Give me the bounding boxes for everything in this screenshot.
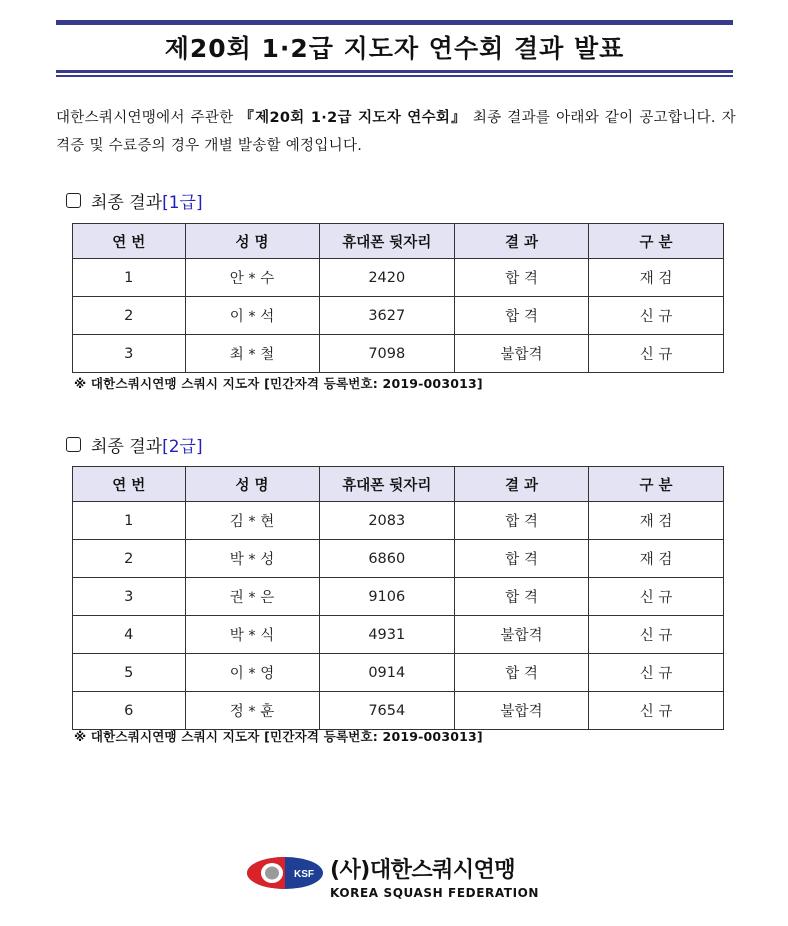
cell: 안 * 수: [185, 259, 319, 297]
cell: 이 * 석: [185, 297, 319, 335]
section1-note: ※ 대한스쿼시연맹 스쿼시 지도자 [민간자격 등록번호: 2019-003013]: [74, 376, 483, 391]
section1-grade: [1급]: [162, 193, 203, 213]
cell: 이 * 영: [185, 654, 319, 692]
cell: 2: [73, 297, 186, 335]
cell: 2: [73, 540, 186, 578]
cell: 7654: [319, 692, 455, 730]
cell: 박 * 성: [185, 540, 319, 578]
cell: 0914: [319, 654, 455, 692]
table-row: [73, 335, 724, 373]
cell: 3: [73, 578, 186, 616]
cell: 불합격: [455, 335, 589, 373]
table-row: [73, 540, 724, 578]
ksf-emblem-icon: [246, 856, 324, 890]
emblem-text: KSF: [294, 869, 314, 880]
cell: 2083: [319, 502, 455, 540]
col-header: 휴대폰 뒷자리: [319, 224, 455, 259]
cell: 합 격: [455, 540, 589, 578]
cell: 불합격: [455, 616, 589, 654]
logo-english-name: KOREA SQUASH FEDERATION: [330, 886, 540, 900]
cell: 신 규: [589, 616, 724, 654]
col-header: 구 분: [589, 224, 724, 259]
cell: 최 * 철: [185, 335, 319, 373]
col-header: 결 과: [455, 467, 589, 502]
cell: 6: [73, 692, 186, 730]
cell: 재 검: [589, 502, 724, 540]
table-row: [73, 692, 724, 730]
col-header: 연 번: [73, 224, 186, 259]
intro-paragraph: [56, 104, 736, 160]
square-bullet-icon: [66, 193, 81, 208]
col-header: 연 번: [73, 467, 186, 502]
cell: 7098: [319, 335, 455, 373]
col-header: 결 과: [455, 224, 589, 259]
title-bottom-rule-2: [56, 75, 733, 77]
cell: 합 격: [455, 259, 589, 297]
title-block: [56, 20, 733, 77]
cell: 1: [73, 259, 186, 297]
cell: 4: [73, 616, 186, 654]
table-row: [73, 259, 724, 297]
col-header: 성 명: [185, 224, 319, 259]
cell: 신 규: [589, 335, 724, 373]
cell: 합 격: [455, 578, 589, 616]
square-bullet-icon: [66, 437, 81, 452]
logo-korean-name: (사)대한스쿼시연맹: [330, 858, 516, 883]
cell: 권 * 은: [185, 578, 319, 616]
section1-table: [72, 223, 724, 373]
table-row: [73, 616, 724, 654]
cell: 김 * 현: [185, 502, 319, 540]
cell: 3: [73, 335, 186, 373]
cell: 신 규: [589, 692, 724, 730]
cell: 박 * 식: [185, 616, 319, 654]
ksf-logo: [246, 850, 546, 908]
col-header: 성 명: [185, 467, 319, 502]
section1-label: 최종 결과: [91, 193, 163, 213]
section2-table: [72, 466, 724, 730]
cell: 신 규: [589, 654, 724, 692]
col-header: 휴대폰 뒷자리: [319, 467, 455, 502]
cell: 불합격: [455, 692, 589, 730]
intro-before: 대한스쿼시연맹에서 주관한: [56, 110, 240, 126]
table-row: [73, 578, 724, 616]
section1-heading: [66, 188, 203, 213]
section2-note: ※ 대한스쿼시연맹 스쿼시 지도자 [민간자격 등록번호: 2019-003013]: [74, 729, 483, 744]
table-row: [73, 502, 724, 540]
cell: 신 규: [589, 578, 724, 616]
cell: 2420: [319, 259, 455, 297]
cell: 3627: [319, 297, 455, 335]
title-bottom-rule: [56, 70, 733, 73]
cell: 정 * 훈: [185, 692, 319, 730]
cell: 합 격: [455, 654, 589, 692]
cell: 1: [73, 502, 186, 540]
cell: 재 검: [589, 540, 724, 578]
table-row: [73, 654, 724, 692]
section2-heading: [66, 432, 203, 457]
cell: 신 규: [589, 297, 724, 335]
col-header: 구 분: [589, 467, 724, 502]
cell: 합 격: [455, 297, 589, 335]
table-header-row: [73, 224, 724, 259]
section2-grade: [2급]: [162, 437, 203, 457]
cell: 4931: [319, 616, 455, 654]
page-title: 제20회 1·2급 지도자 연수회 결과 발표: [164, 34, 625, 63]
cell: 재 검: [589, 259, 724, 297]
intro-after: 최종 결과를 아래와 같이 공고합니다. 자격증 및 수료증의 경우 개별 발송할 예정입니다.: [56, 110, 736, 154]
table-row: [73, 297, 724, 335]
cell: 합 격: [455, 502, 589, 540]
section2-label: 최종 결과: [91, 437, 163, 457]
intro-emphasis: 『제20회 1·2급 지도자 연수회』: [239, 110, 467, 126]
cell: 5: [73, 654, 186, 692]
cell: 6860: [319, 540, 455, 578]
cell: 9106: [319, 578, 455, 616]
table-header-row: [73, 467, 724, 502]
